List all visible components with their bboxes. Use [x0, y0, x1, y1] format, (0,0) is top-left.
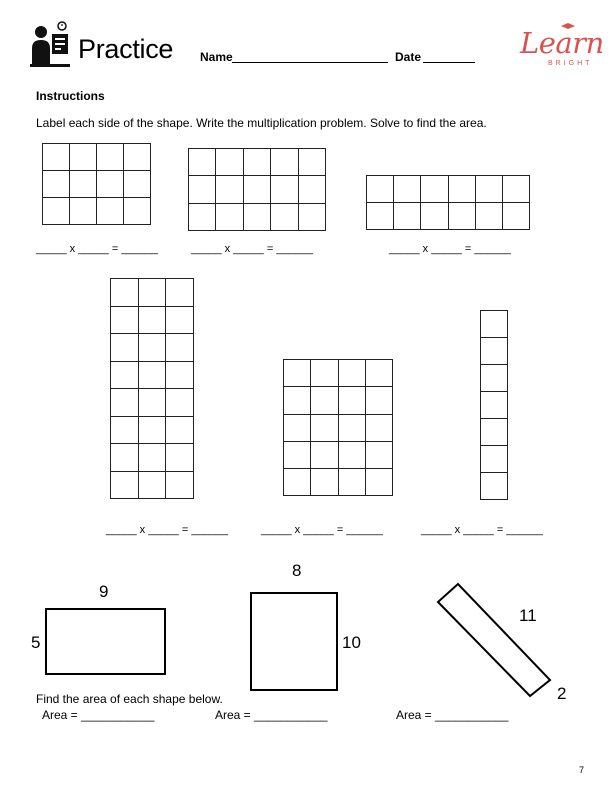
grid-cell	[111, 471, 139, 499]
grid-cell	[338, 469, 365, 496]
grid-cell	[481, 338, 508, 365]
grid-cell	[216, 149, 243, 176]
grid-cell	[111, 416, 139, 444]
grid-cell	[166, 334, 194, 362]
grid-cell	[124, 144, 151, 171]
grid-cell	[111, 279, 139, 307]
area-answer-3[interactable]: Area = ___________	[396, 708, 509, 722]
grid-cell	[216, 203, 243, 230]
grid-cell	[394, 176, 421, 203]
grid-cell	[421, 203, 448, 230]
grid-cell	[189, 203, 216, 230]
page-title: Practice	[78, 34, 174, 64]
grid-cell	[243, 203, 270, 230]
grid-cell	[70, 144, 97, 171]
grid-cell	[138, 306, 166, 334]
grid-cell	[502, 176, 529, 203]
grid-cell	[502, 203, 529, 230]
rectangle-top-label: 9	[99, 582, 109, 601]
square-shape	[250, 592, 338, 691]
grid-cell	[111, 361, 139, 389]
grid-cell	[43, 171, 70, 198]
grid-cell	[284, 414, 311, 441]
grid-cell	[481, 311, 508, 338]
area-answer-1[interactable]: Area = ___________	[42, 708, 155, 722]
rectangle-shape	[45, 608, 166, 675]
grid-cell	[338, 441, 365, 468]
grid-cell	[481, 365, 508, 392]
grid-cell	[338, 360, 365, 387]
grid-cell	[166, 444, 194, 472]
grid-cell	[243, 176, 270, 203]
grid-cell	[216, 176, 243, 203]
grid-cell	[166, 306, 194, 334]
grid-cell	[124, 198, 151, 225]
grid-cell	[166, 416, 194, 444]
grid-cell	[138, 471, 166, 499]
instructions-text: Label each side of the shape. Write the multiplication problem. Solve to find the area.	[36, 116, 487, 130]
grid-cell	[394, 203, 421, 230]
grid-cell	[365, 469, 392, 496]
grid-cell	[421, 176, 448, 203]
tilted-rectangle-shape	[430, 578, 560, 703]
grid-cell	[138, 444, 166, 472]
grid-cell	[481, 446, 508, 473]
name-field[interactable]	[232, 62, 388, 63]
grid-cell	[43, 144, 70, 171]
equation-3[interactable]: _____ x _____ = ______	[389, 243, 512, 255]
date-field[interactable]	[423, 62, 475, 63]
grid-cell	[111, 444, 139, 472]
grid-cell	[367, 203, 394, 230]
tilted-short-label: 2	[557, 684, 567, 703]
grid-cell	[43, 198, 70, 225]
grid-3	[366, 175, 530, 230]
grid-cell	[111, 334, 139, 362]
grid-cell	[284, 360, 311, 387]
page-number: 7	[579, 765, 585, 775]
grid-6	[480, 310, 508, 500]
grid-cell	[97, 144, 124, 171]
grid-cell	[138, 389, 166, 417]
logo-subtext: BRIGHT	[548, 60, 593, 67]
square-side-label: 10	[342, 633, 361, 652]
area-answer-2[interactable]: Area = ___________	[215, 708, 328, 722]
grid-cell	[338, 387, 365, 414]
grid-cell	[271, 203, 298, 230]
grid-cell	[124, 171, 151, 198]
tilted-long-label: 11	[519, 606, 537, 625]
grid-cell	[311, 414, 338, 441]
grid-cell	[271, 176, 298, 203]
grid-cell	[298, 149, 325, 176]
name-label: Name	[200, 50, 233, 64]
rectangle-side-label: 5	[31, 633, 41, 652]
equation-4[interactable]: _____ x _____ = ______	[106, 524, 229, 536]
grid-cell	[166, 279, 194, 307]
grid-cell	[189, 149, 216, 176]
grid-cell	[475, 176, 502, 203]
equation-1[interactable]: _____ x _____ = ______	[36, 243, 159, 255]
grid-1	[42, 143, 151, 225]
equation-5[interactable]: _____ x _____ = ______	[261, 524, 384, 536]
grid-cell	[70, 198, 97, 225]
grid-2	[188, 148, 326, 231]
grid-cell	[70, 171, 97, 198]
grid-cell	[448, 203, 475, 230]
grid-cell	[365, 360, 392, 387]
grid-4	[110, 278, 194, 499]
grid-cell	[284, 441, 311, 468]
grid-cell	[311, 360, 338, 387]
grid-cell	[189, 176, 216, 203]
grid-cell	[243, 149, 270, 176]
grid-cell	[111, 389, 139, 417]
grid-cell	[284, 387, 311, 414]
grid-cell	[365, 387, 392, 414]
grid-cell	[271, 149, 298, 176]
grid-cell	[367, 176, 394, 203]
grid-cell	[481, 419, 508, 446]
logo-text: Learn	[520, 26, 604, 60]
grid-cell	[111, 306, 139, 334]
grid-cell	[138, 334, 166, 362]
grid-cell	[481, 473, 508, 500]
grid-cell	[311, 387, 338, 414]
date-label: Date	[395, 50, 422, 64]
equation-2[interactable]: _____ x _____ = ______	[191, 243, 314, 255]
grid-cell	[284, 469, 311, 496]
equation-6[interactable]: _____ x _____ = ______	[421, 524, 544, 536]
grid-cell	[166, 361, 194, 389]
grid-cell	[166, 471, 194, 499]
grid-5	[283, 359, 393, 496]
grid-cell	[298, 203, 325, 230]
grid-cell	[138, 416, 166, 444]
grid-cell	[97, 198, 124, 225]
grid-cell	[311, 441, 338, 468]
square-top-label: 8	[292, 561, 302, 580]
grid-cell	[365, 414, 392, 441]
instructions-heading: Instructions	[36, 89, 105, 103]
grid-cell	[365, 441, 392, 468]
grid-cell	[311, 469, 338, 496]
grid-cell	[298, 176, 325, 203]
area-prompt: Find the area of each shape below.	[36, 692, 223, 706]
teacher-icon	[30, 20, 74, 70]
grid-cell	[448, 176, 475, 203]
grid-cell	[338, 414, 365, 441]
grid-cell	[475, 203, 502, 230]
grid-cell	[138, 279, 166, 307]
grid-cell	[97, 171, 124, 198]
grid-cell	[481, 392, 508, 419]
grid-cell	[166, 389, 194, 417]
grid-cell	[138, 361, 166, 389]
